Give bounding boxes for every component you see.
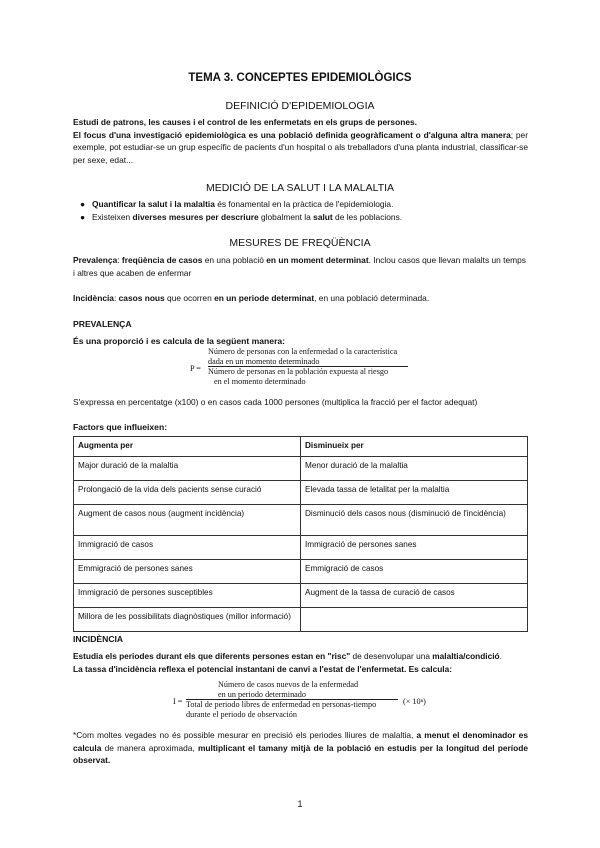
table-cell: Immigració de casos — [74, 536, 301, 560]
page-title: TEMA 3. CONCEPTES EPIDEMIOLÒGICS — [188, 72, 412, 84]
prevalenca-expressed: S'expressa en percentatge (x100) o en casos cada 1000 persones (multiplica la fracció per el factor adequat) — [73, 397, 478, 407]
formula-numerator-2: en un periodo determinado — [218, 689, 306, 699]
heading-mesures: MESURES DE FREQÜÈNCIA — [229, 237, 371, 249]
table-cell: Prolongació de la vida dels pacients sense curació — [74, 481, 301, 505]
formula-fraction — [186, 680, 398, 719]
incidencia-definition — [73, 292, 528, 305]
column-header-augmenta: Augmenta per — [74, 437, 301, 457]
note-bold2: multiplicant el tamany mitjà de la població en estudis per la longitud del període observat. — [73, 742, 529, 766]
inc-b: que ocorren — [164, 293, 215, 303]
table-row — [74, 505, 528, 536]
incidencia-note — [73, 729, 528, 767]
formula-denominator-1: Total de periodo libres de enfermedad en personas-tiempo — [186, 700, 377, 710]
bullet-dot-icon: ● — [80, 212, 86, 222]
table-cell: Augment de casos nous (augment incidència) — [74, 505, 301, 536]
table-cell: Menor duració de la malaltia — [301, 457, 528, 481]
heading-medicio: MEDICIÓ DE LA SALUT I LA MALALTIA — [205, 182, 395, 194]
incidencia-paragraph — [73, 650, 528, 675]
formula-denominator-2: en el momento determinado — [214, 376, 306, 386]
formula-numerator-1: Número de casos nuevos de la enfermedad — [218, 680, 359, 689]
b2-bold1: diverses mesures per descriure — [132, 212, 259, 222]
heading-prevalenca: PREVALENÇA — [73, 319, 132, 329]
definicio-line1: Estudi de patrons, les causes i el control de les enfermetats en els grups de persones. — [73, 117, 417, 127]
inc-c: , en una població determinada. — [314, 293, 430, 303]
formula-lhs: P = — [190, 364, 201, 373]
inc-label: Incidència — [73, 293, 114, 303]
inc-p1-bold2: malaltia/condició — [432, 651, 500, 661]
table-header-row — [74, 437, 528, 457]
formula-denominator-2: durante el periodo de observación — [186, 709, 297, 719]
table-cell: Elevada tassa de letalitat per la malaltia — [301, 481, 528, 505]
prev-b: en una població — [202, 255, 267, 265]
prev-a: : — [117, 255, 122, 265]
inc-a: : — [113, 293, 119, 303]
factors-table — [73, 436, 528, 632]
formula-multiplier: (× 10ⁿ) — [403, 697, 426, 706]
b2-bold2: salut — [313, 212, 333, 222]
note-b: de manera aproximada, — [101, 742, 198, 753]
formula-lhs: I = — [173, 697, 183, 706]
b1-bold: Quantificar la salut i la malaltia — [92, 199, 215, 209]
table-row — [74, 560, 528, 584]
bullet-quantificar — [80, 198, 520, 210]
b1-rest: és fonamental en la pràctica de l'epidemiologia. — [214, 199, 394, 209]
table-row — [74, 481, 528, 505]
definicio-paragraph — [73, 116, 528, 166]
b2-c: de les poblacions. — [332, 212, 403, 222]
prevalenca-definition — [73, 254, 528, 279]
table-cell: Immigració de persones sanes — [301, 536, 528, 560]
table-cell: Immigració de persones susceptibles — [74, 584, 301, 608]
factors-label: Factors que influeixen: — [73, 422, 168, 432]
formula-denominator-1: Número de personas en la población expuesta al riesgo — [208, 367, 389, 377]
formula-numerator-2: dada en un momento determinado — [208, 356, 320, 366]
inc-p1-bold1: Estudia els periodes durant els que diferents persones estan en "risc" — [73, 651, 351, 661]
column-header-disminueix: Disminueix per — [301, 437, 528, 457]
inc-p1-a: de desenvolupar una — [350, 651, 433, 661]
page-number: 1 — [297, 799, 303, 809]
table-cell — [301, 608, 528, 632]
prevalenca-intro: És una proporció i es calcula de la següent manera: — [73, 336, 286, 346]
table-cell: Emmigració de persones sanes — [74, 560, 301, 584]
inc-bold1: casos nous — [118, 293, 165, 303]
definicio-line2: El focus d'una investigació epidemiològica es una població definida geogràficament o d'alguna altra manera — [73, 129, 511, 140]
prev-bold1: freqüència de casos — [121, 255, 203, 265]
formula-fraction — [208, 347, 408, 386]
note-bold1: a menut el denominador es calcula — [73, 730, 528, 753]
formula-numerator-1: Número de personas con la enfermedad o la característica — [208, 347, 398, 356]
table-cell: Major duració de la malaltia — [74, 457, 301, 481]
prev-c: . Inclou casos que llevan malalts un temps i altres que acaben de enfermar — [73, 255, 526, 278]
table-row — [74, 457, 528, 481]
note-a: *Com moltes vegades no és possible mesurar en precisió els periodes lliures de malaltia, — [73, 730, 417, 740]
table-cell: Augment de la tassa de curació de casos — [301, 584, 528, 608]
table-cell: Millora de les possibilitats diagnòstiques (millor informació) — [74, 608, 301, 632]
b2-b: globalment la — [258, 212, 314, 222]
bullet-existeixen — [80, 211, 520, 223]
table-row — [74, 536, 528, 560]
prev-label: Prevalença — [73, 255, 118, 265]
b2-a: Existeixen — [92, 212, 133, 222]
table-row — [74, 608, 528, 632]
definicio-line2-rest: ; per exemple, pot estudiar-se un grup específic de pacients d'un hospital o als treballadors d'una planta industrial, classificar-se per sexe, edat... — [73, 129, 528, 165]
table-cell: Disminució dels casos nous (disminució de l'incidència) — [301, 505, 528, 536]
prev-bold2: en un moment determinat — [266, 255, 369, 265]
heading-incidencia: INCIDÈNCIA — [73, 634, 124, 644]
inc-bold2: en un periode determinat — [214, 293, 315, 303]
heading-definicio: DEFINICIÓ D'EPIDEMIOLOGIA — [225, 100, 375, 112]
bullet-dot-icon: ● — [80, 199, 86, 209]
inc-p1-b: . — [499, 651, 502, 661]
table-row — [74, 584, 528, 608]
table-cell: Emmigració de casos — [301, 560, 528, 584]
inc-p2: La tassa d'incidència reflexa el potencial instantani de canvi a l'estat de l'enfermetat. Es calcula: — [73, 663, 452, 674]
